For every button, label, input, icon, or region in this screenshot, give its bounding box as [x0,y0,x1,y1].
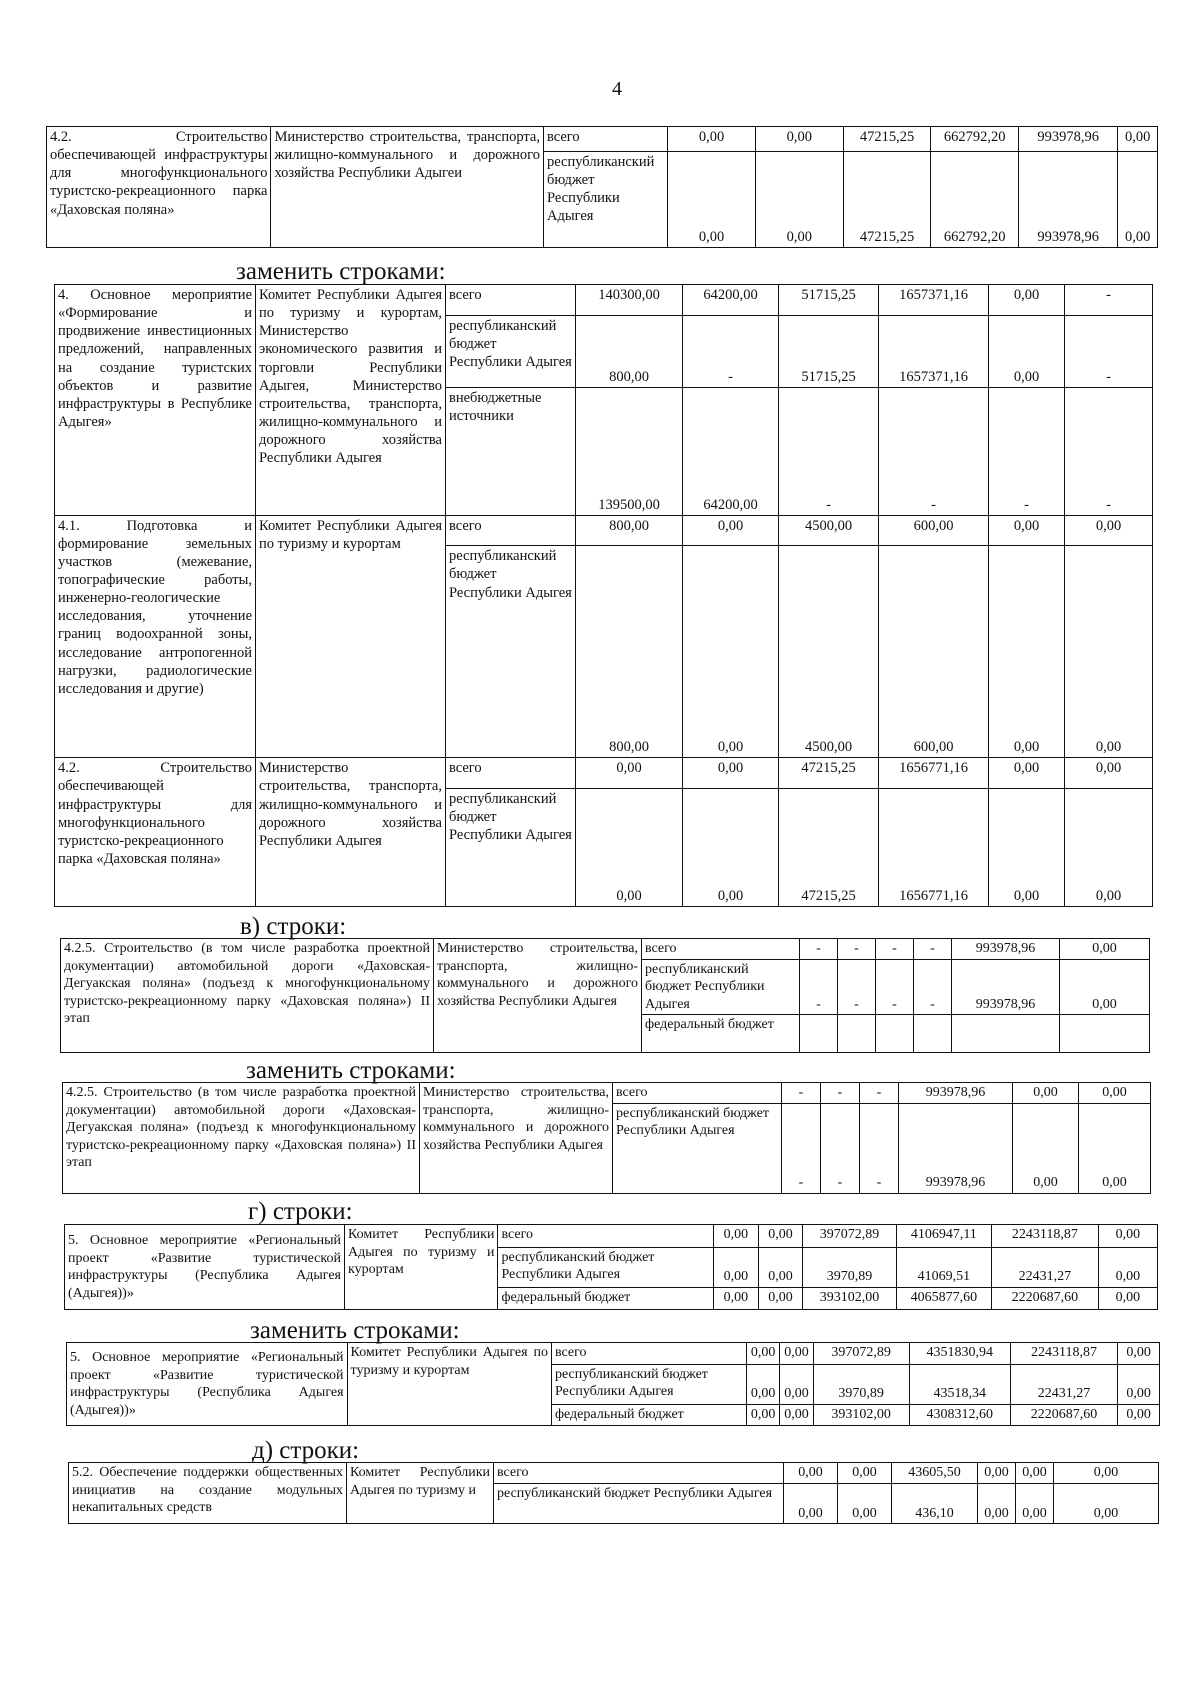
amount: 0,00 [1118,1404,1160,1426]
amount: 800,00 [576,515,683,546]
source-total: всего [642,939,800,960]
amount: 0,00 [989,285,1065,316]
amount: - [876,939,914,960]
amount: 0,00 [978,1484,1016,1524]
measure-name: 5. Основное мероприятие «Региональный проект «Развитие туристической инфраструктуры (Республика Адыгея (Адыгея))» [67,1343,348,1426]
amount: 0,00 [668,152,756,248]
heading-replace: заменить строками: [250,1317,460,1344]
amount: - [989,387,1065,515]
amount: 662792,20 [931,127,1019,152]
amount: - [779,387,879,515]
amount: 0,00 [978,1463,1016,1484]
amount: 22431,27 [992,1247,1099,1287]
amount: 993978,96 [899,1083,1013,1104]
heading-d: д) строки: [252,1437,360,1464]
amount: - [914,959,952,1015]
measure-name: 5.2. Обеспечение поддержки общественных инициатив на создание модульных некапитальных средств [69,1463,347,1524]
amount: 993978,96 [899,1103,1013,1193]
amount: 4065877,60 [896,1287,991,1310]
amount: 2243118,87 [992,1225,1099,1248]
amount: - [821,1083,860,1104]
heading-replace: заменить строками: [246,1057,456,1084]
amount: 47215,25 [843,127,931,152]
source-total: всего [446,758,576,789]
amount: 51715,25 [779,285,879,316]
amount: 993978,96 [1019,152,1118,248]
amount: 0,00 [758,1287,803,1310]
amount: 0,00 [714,1287,759,1310]
executor: Комитет Республики Адыгея по туризму и курортам [344,1225,497,1310]
amount: 397072,89 [803,1225,896,1248]
page-number: 4 [612,78,622,100]
amount: 4308312,60 [909,1404,1010,1426]
amount: 0,00 [784,1463,838,1484]
source-total: всего [446,515,576,546]
measure-name: 5. Основное мероприятие «Региональный проект «Развитие туристической инфраструктуры (Республика Адыгея (Адыгея))» [65,1225,345,1310]
amount: - [1065,387,1153,515]
amount: 139500,00 [576,387,683,515]
amount: 0,00 [780,1364,813,1404]
amount: 0,00 [746,1343,779,1365]
amount: 0,00 [758,1247,803,1287]
amount: 0,00 [1065,789,1153,907]
amount: 64200,00 [683,285,779,316]
amount: 47215,25 [779,758,879,789]
amount: 0,00 [989,789,1065,907]
amount: 0,00 [755,152,843,248]
amount: - [914,939,952,960]
measure-name: 4.2. Строительство обеспечивающей инфраструктуры для многофункционального туристско-рекреационного парка «Даховская поляна» [55,758,256,907]
amount: 600,00 [879,546,989,758]
source-rb: республиканский бюджет Республики Адыгея [446,315,576,387]
measure-name: 4.1. Подготовка и формирование земельных участков (межевание, топографические работы, инженерно-геологические исследования, уточнение границ водоохранной зоны, исследование антропогенной нагрузки, радиологические исследования и другие) [55,515,256,758]
amount: 1656771,16 [879,789,989,907]
amount: 0,00 [746,1364,779,1404]
table-5-replacement [66,1342,1160,1426]
amount: 436,10 [892,1484,978,1524]
amount: 0,00 [668,127,756,152]
amount: 140300,00 [576,285,683,316]
source-extra: внебюджетные источники [446,387,576,515]
table-5-2-original [68,1462,1158,1524]
amount: 0,00 [746,1404,779,1426]
amount: - [683,315,779,387]
amount: 47215,25 [843,152,931,248]
amount: 0,00 [1118,127,1158,152]
amount: 51715,25 [779,315,879,387]
source-rb: республиканский бюджет Республики Адыгея [613,1103,782,1193]
table-4-2-original [46,126,1158,248]
amount: - [800,959,838,1015]
measure-name: 4. Основное мероприятие «Формирование и продвижение инвестиционных предложений, направленных на создание туристских объектов и развитие инфраструктуры в Республике Адыгея» [55,285,256,516]
amount: 800,00 [576,546,683,758]
source-rb: республиканский бюджет Республики Адыгея [446,789,576,907]
amount: 0,00 [1013,1083,1079,1104]
source-total: всего [551,1343,746,1365]
amount: 0,00 [1054,1463,1159,1484]
amount: 0,00 [1118,1364,1160,1404]
amount: 0,00 [989,515,1065,546]
amount: 3970,89 [803,1247,896,1287]
amount: 0,00 [683,789,779,907]
source-total: всего [494,1463,784,1484]
amount: 1656771,16 [879,758,989,789]
amount: 393102,00 [803,1287,896,1310]
amount: 800,00 [576,315,683,387]
amount: - [876,959,914,1015]
table-4-replacement [54,284,1152,907]
amount: - [800,939,838,960]
amount: - [860,1083,899,1104]
amount: 2220687,60 [1010,1404,1117,1426]
amount: 0,00 [683,758,779,789]
amount: 0,00 [989,758,1065,789]
amount: 0,00 [1065,758,1153,789]
amount: 393102,00 [813,1404,909,1426]
amount: 0,00 [1118,1343,1160,1365]
source-rb: республиканский бюджет Республики Адыгея [544,152,668,248]
table-4-2-5-replacement [62,1082,1150,1193]
executor: Министерство строительства, транспорта, жилищно-коммунального и дорожного хозяйства Республики Адыгея [434,939,642,1053]
amount: 0,00 [1079,1083,1151,1104]
executor: Комитет Республики Адыгея по туризму и курортам [347,1343,551,1426]
amount: 662792,20 [931,152,1019,248]
source-total: всего [498,1225,714,1248]
amount: 0,00 [1098,1225,1157,1248]
amount: 0,00 [1079,1103,1151,1193]
amount: 1657371,16 [879,315,989,387]
amount: 0,00 [1016,1484,1054,1524]
heading-v: в) строки: [240,913,347,940]
amount: 0,00 [758,1225,803,1248]
amount: 0,00 [1060,959,1150,1015]
executor: Комитет Республики Адыгея по туризму и курортам [256,515,446,758]
amount: 397072,89 [813,1343,909,1365]
amount: - [782,1083,821,1104]
amount: 47215,25 [779,789,879,907]
amount: 2220687,60 [992,1287,1099,1310]
source-rb: республиканский бюджет Республики Адыгея [498,1247,714,1287]
source-fed: федеральный бюджет [642,1015,800,1053]
amount: 3970,89 [813,1364,909,1404]
source-total: всего [446,285,576,316]
amount: 0,00 [1060,939,1150,960]
measure-name: 4.2. Строительство обеспечивающей инфраструктуры для многофункционального туристско-рекреационного парка «Даховская поляна» [47,127,271,248]
amount: 4500,00 [779,546,879,758]
amount: 4351830,94 [909,1343,1010,1365]
source-fed: федеральный бюджет [498,1287,714,1310]
amount: 4106947,11 [896,1225,991,1248]
amount: 0,00 [989,315,1065,387]
amount: 64200,00 [683,387,779,515]
amount: - [879,387,989,515]
measure-name: 4.2.5. Строительство (в том числе разработка проектной документации) автомобильной дороги «Даховская-Дегуакская поляна» (подъезд к многофункциональному туристско-рекреационному парку «Даховская поляна») II этап [63,1083,420,1194]
amount: - [860,1103,899,1193]
source-rb: республиканский бюджет Республики Адыгея [642,959,800,1015]
amount: 0,00 [838,1463,892,1484]
source-fed: федеральный бюджет [551,1404,746,1426]
amount: - [821,1103,860,1193]
amount: 0,00 [1013,1103,1079,1193]
amount: 43518,34 [909,1364,1010,1404]
amount: 993978,96 [952,939,1060,960]
amount: 41069,51 [896,1247,991,1287]
amount: 2243118,87 [1010,1343,1117,1365]
amount: 0,00 [1065,515,1153,546]
table-5-original [64,1224,1158,1310]
amount: 0,00 [989,546,1065,758]
amount: 0,00 [683,515,779,546]
source-rb: республиканский бюджет Республики Адыгея [494,1484,784,1524]
amount: 0,00 [714,1225,759,1248]
amount: - [782,1103,821,1193]
amount: 0,00 [576,789,683,907]
heading-g: г) строки: [248,1198,353,1225]
amount: 993978,96 [952,959,1060,1015]
source-total: всего [544,127,668,152]
executor: Министерство строительства, транспорта, жилищно-коммунального и дорожного хозяйства Республики Адыгеи [271,127,544,248]
amount: 0,00 [1098,1247,1157,1287]
amount: 0,00 [1065,546,1153,758]
amount: 0,00 [1118,152,1158,248]
amount: 0,00 [1016,1463,1054,1484]
source-total: всего [613,1083,782,1104]
executor: Комитет Республики Адыгея по туризму и [347,1463,494,1524]
amount: 43605,50 [892,1463,978,1484]
amount: - [838,939,876,960]
heading-replace: заменить строками: [236,258,446,285]
source-rb: республиканский бюджет Республики Адыгея [446,546,576,758]
amount: 4500,00 [779,515,879,546]
measure-name: 4.2.5. Строительство (в том числе разработка проектной документации) автомобильной дороги «Даховская-Дегуакская поляна» (подъезд к многофункциональному туристско-рекреационному парку «Даховская поляна») II этап [61,939,434,1053]
amount: 0,00 [780,1404,813,1426]
amount: 1657371,16 [879,285,989,316]
amount: 0,00 [714,1247,759,1287]
executor: Министерство строительства, транспорта, жилищно-коммунального и дорожного хозяйства Республики Адыгея [256,758,446,907]
amount: 0,00 [1054,1484,1159,1524]
amount: 0,00 [576,758,683,789]
amount: 0,00 [755,127,843,152]
amount: 0,00 [780,1343,813,1365]
amount: 600,00 [879,515,989,546]
amount: 993978,96 [1019,127,1118,152]
executor: Комитет Республики Адыгея по туризму и курортам, Министерство экономического развития и торговли Республики Адыгея, Министерство строительства, транспорта, жилищно-коммунального и дорожного хозяйства Республики Адыгея [256,285,446,516]
amount: - [1065,285,1153,316]
amount: 0,00 [838,1484,892,1524]
amount: 0,00 [1098,1287,1157,1310]
source-rb: республиканский бюджет Республики Адыгея [551,1364,746,1404]
table-4-2-5-original [60,938,1149,1051]
amount: 0,00 [784,1484,838,1524]
executor: Министерство строительства, транспорта, жилищно-коммунального и дорожного хозяйства Республики Адыгея [420,1083,613,1194]
amount: - [838,959,876,1015]
amount: 0,00 [683,546,779,758]
amount: - [1065,315,1153,387]
amount: 22431,27 [1010,1364,1117,1404]
